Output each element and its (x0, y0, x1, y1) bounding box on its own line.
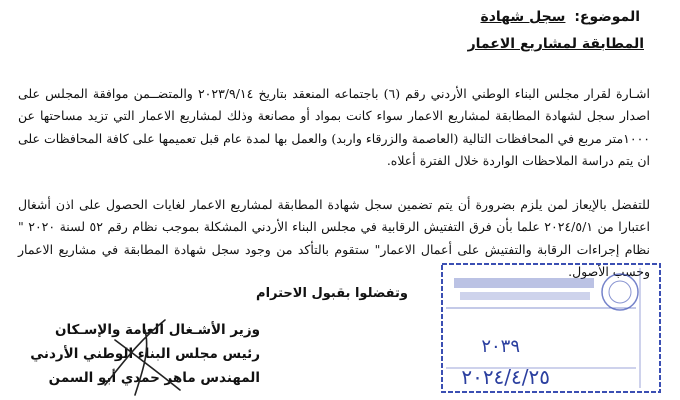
subject-label: الموضوع: (574, 9, 640, 25)
closing-line: وتفضلوا بقبول الاحترام (256, 286, 408, 301)
stamp-date: ٢٠٢٤/٤/٢٥ (461, 365, 550, 389)
handwritten-signature (95, 300, 195, 400)
received-stamp (440, 262, 662, 394)
subject-line (480, 8, 640, 26)
subject-title-line2: المطابقة لمشاريع الاعمار (467, 36, 644, 52)
signature-name: المهندس ماهر حمدي أبو السمن (48, 370, 260, 386)
body-paragraph-2: للتفضل بالإيعاز لمن يلزم بضرورة أن يتم تضمين سجل شهادة المطابقة لمشاريع الاعمار لغايات الحصول على اذن أشغال اعتبارا من ٢٠٢٤/٥/١ علما بأن فرق التفتيش الرقابية في مجلس البناء الأردني المشكلة بموجب نظام رقم ٥٢ لسنة ٢٠٢٠ " نظام إجراءات الرقابة والتفتيش على أعمال الاعمار" ستقوم بالتأكد من وجود سجل شهادة المطابقة في مشاريع الاعمار وحسب الأصول. (18, 196, 650, 279)
subject-title: سجل شهادة (480, 9, 566, 25)
signature-role: رئيس مجلس البناء الوطني الأردني (30, 346, 260, 362)
signature-title: وزير الأشـغال العامة والإسـكان (54, 322, 260, 338)
stamp-number: ٢٠٣٩ (481, 336, 520, 357)
body-paragraph-1: اشـارة لقرار مجلس البناء الوطني الأردني رقم (٦) باجتماعه المنعقد بتاريخ ٢٠٢٣/٩/١٤ والمتضــمن موافقة المجلس على اصدار سجل لشهادة المطابقة لمشاريع الاعمار سواء كانت بمواد أو مصانعة وذلك لمشاريع الاعمار التي تزيد مساحتها عن ١٠٠٠متر مربع في المحافظات التالية (العاصمة والزرقاء واربد) والعمل بها لمدة عام قبل تعميمها على كافة المحافظات على ان يتم دراسة الملاحظات الواردة خلال الفترة أعلاه. (18, 85, 650, 168)
